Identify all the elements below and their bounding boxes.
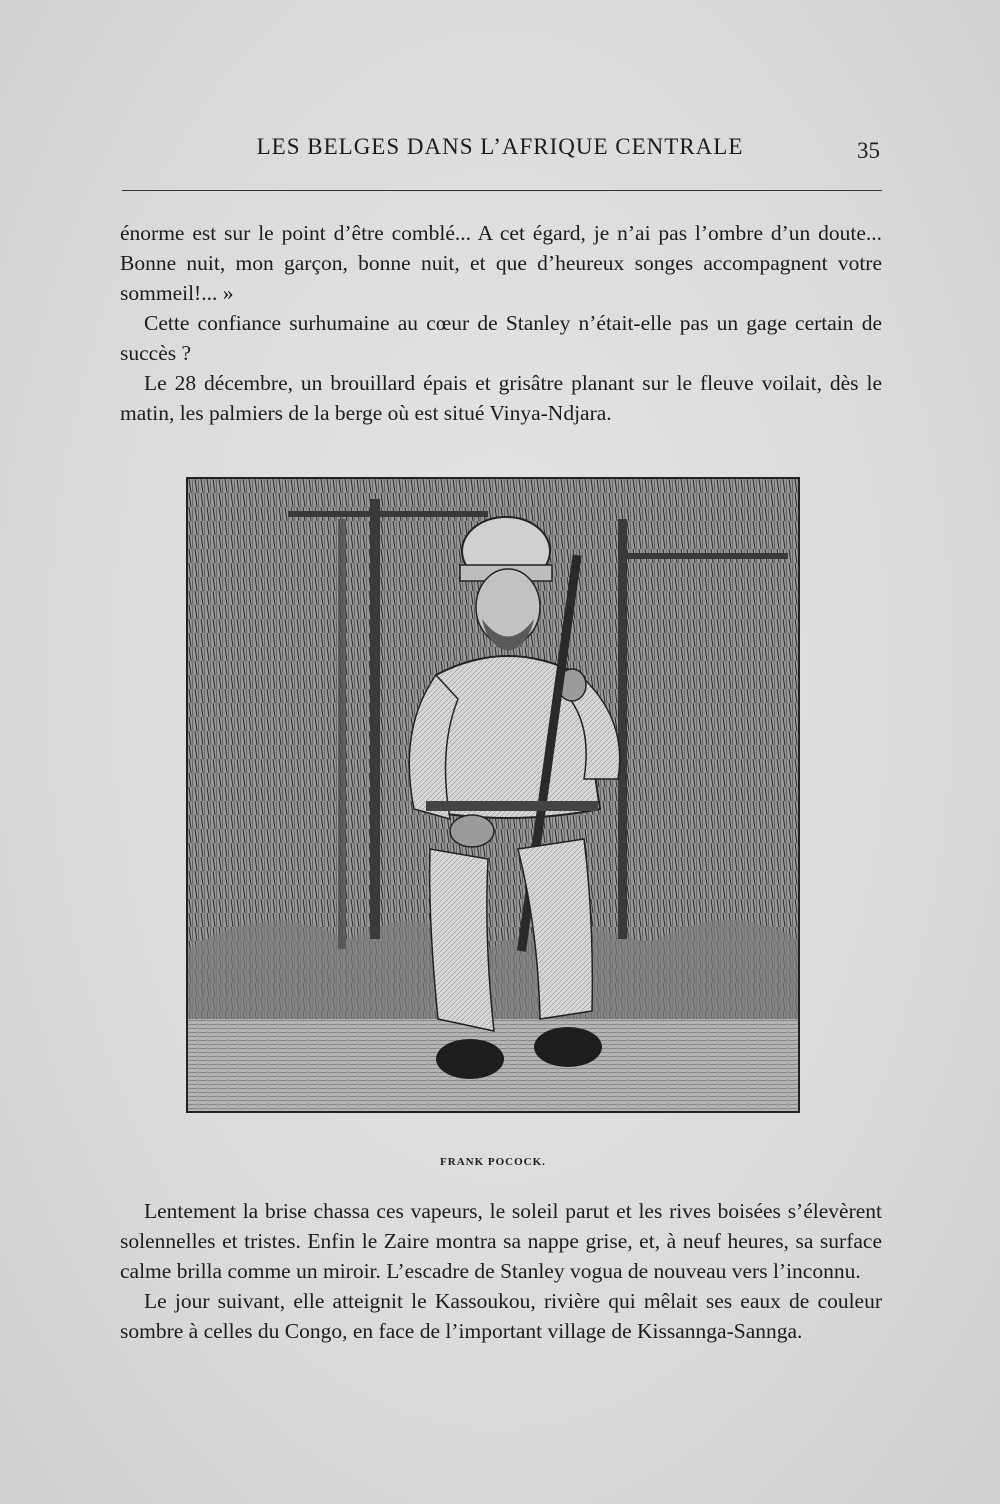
figure-caption: FRANK POCOCK. [440, 1156, 546, 1168]
engraving-illustration [186, 477, 800, 1113]
page-number: 35 [857, 138, 880, 163]
paragraph: Le 28 décembre, un brouillard épais et grisâtre planant sur le fleuve voilait, dès le matin, les palmiers de la berge où est situé Vinya-Ndjara. [120, 371, 882, 425]
paragraph-continued: énorme est sur le point d’être comblé... A cet égard, je n’ai pas l’ombre d’un doute... Bonne nuit, mon garçon, bonne nuit, et que d’heureux songes accompagnent votre sommeil!... » [120, 221, 882, 305]
running-head [120, 132, 880, 166]
engraving-drawing [188, 479, 798, 1111]
paragraph: Le jour suivant, elle atteignit le Kassoukou, rivière qui mêlait ses eaux de couleur sombre à celles du Congo, en face de l’important village de Kissannga-Sannga. [120, 1289, 882, 1343]
paragraph: Cette confiance surhumaine au cœur de Stanley n’était-elle pas un gage certain de succès ? [120, 311, 882, 365]
text-block-top [120, 218, 882, 428]
paragraph: Lentement la brise chassa ces vapeurs, le soleil parut et les rives boisées s’élevèrent solennelles et tristes. Enfin le Zaire montra sa nappe grise, et, à neuf heures, sa surface calme brilla comme un miroir. L’escadre de Stanley vogua de nouveau vers l’inconnu. [120, 1199, 882, 1283]
running-title: LES BELGES DANS L’AFRIQUE CENTRALE [256, 134, 744, 159]
text-block-bottom [120, 1196, 882, 1346]
header-rule [122, 190, 882, 191]
